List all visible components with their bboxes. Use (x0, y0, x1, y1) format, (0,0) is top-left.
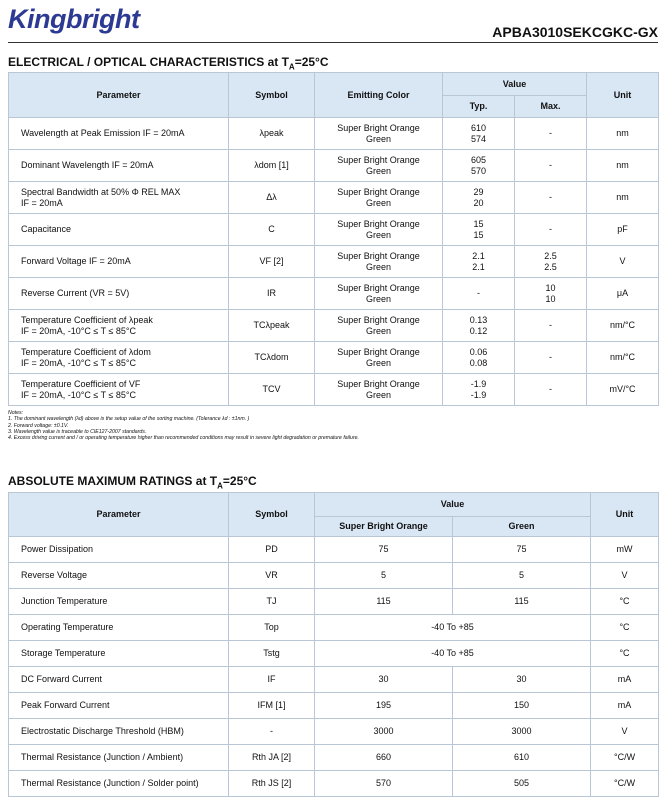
table-row (9, 563, 659, 589)
unit-cell: °C/W (591, 745, 659, 771)
color-orange: Super Bright Orange (337, 187, 420, 197)
value-merged-cell: -40 To +85 (315, 615, 591, 641)
symbol-cell: Tstg (229, 641, 315, 667)
unit-cell: °C (591, 615, 659, 641)
unit-cell: nm/°C (587, 342, 659, 374)
typ-green: 0.08 (469, 357, 488, 368)
typ-orange: - (477, 288, 480, 299)
unit-cell: °C (591, 589, 659, 615)
col-unit: Unit (591, 493, 659, 537)
parameter-cell: Operating Temperature (9, 615, 229, 641)
table-row (9, 182, 659, 214)
symbol-cell: Δλ (229, 182, 315, 214)
table-row (9, 342, 659, 374)
value-green-cell: 610 (453, 745, 591, 771)
typ-orange: 610 (470, 123, 487, 133)
col-emitting-color: Emitting Color (315, 73, 443, 118)
value-orange-cell: 115 (315, 589, 453, 615)
parameter-cell: Peak Forward Current (9, 693, 229, 719)
color-orange: Super Bright Orange (337, 219, 420, 229)
unit-cell: μA (587, 278, 659, 310)
max-cell (515, 278, 587, 310)
typ-orange: 15 (473, 219, 484, 229)
table-row (9, 214, 659, 246)
parameter-cell (9, 150, 229, 182)
typ-cell (443, 342, 515, 374)
parameter-line: Temperature Coefficient of λdom (21, 347, 151, 357)
unit-cell: nm (587, 182, 659, 214)
color-orange: Super Bright Orange (337, 347, 420, 357)
parameter-cell (9, 278, 229, 310)
symbol-cell: Rth JS [2] (229, 771, 315, 797)
note-1: 1. The dominant wavelength (λd) above is the setup value of the sorting machine. (Tolerance λd : ±1nm. ) (8, 416, 250, 423)
emitting-color-cell (315, 214, 443, 246)
col-max: Max. (515, 96, 587, 118)
typ-orange: 0.06 (469, 347, 488, 357)
emitting-color-cell (315, 182, 443, 214)
col-value: Value (443, 73, 587, 96)
value-green-cell: 3000 (453, 719, 591, 745)
max-green: 10 (545, 293, 556, 304)
typ-cell (443, 118, 515, 150)
color-green: Green (365, 293, 391, 304)
col-symbol: Symbol (229, 73, 315, 118)
emitting-color-cell (315, 374, 443, 406)
parameter-cell (9, 374, 229, 406)
symbol-cell: VF [2] (229, 246, 315, 278)
max-orange: - (549, 320, 552, 331)
unit-cell: V (587, 246, 659, 278)
table-row (9, 719, 659, 745)
value-merged-cell: -40 To +85 (315, 641, 591, 667)
color-orange: Super Bright Orange (337, 315, 420, 325)
value-green-cell: 150 (453, 693, 591, 719)
table-row (9, 537, 659, 563)
max-orange: - (549, 384, 552, 395)
typ-green: 15 (473, 229, 484, 240)
table-row (9, 641, 659, 667)
value-orange-cell: 3000 (315, 719, 453, 745)
emitting-color-cell (315, 310, 443, 342)
col-parameter: Parameter (9, 73, 229, 118)
table-row (9, 771, 659, 797)
max-orange: - (549, 128, 552, 139)
value-orange-cell: 75 (315, 537, 453, 563)
symbol-cell: IFM [1] (229, 693, 315, 719)
color-orange: Super Bright Orange (337, 155, 420, 165)
parameter-line: Capacitance (21, 224, 72, 235)
typ-orange: 29 (473, 187, 484, 197)
symbol-cell: Rth JA [2] (229, 745, 315, 771)
value-orange-cell: 195 (315, 693, 453, 719)
color-green: Green (365, 325, 391, 336)
symbol-cell: IR (229, 278, 315, 310)
typ-orange: 2.1 (472, 251, 485, 261)
table-row (9, 745, 659, 771)
parameter-line: Forward Voltage IF = 20mA (21, 256, 131, 267)
table-row (9, 374, 659, 406)
typ-green: 574 (470, 133, 487, 144)
max-orange: - (549, 352, 552, 363)
max-cell (515, 310, 587, 342)
typ-cell (443, 214, 515, 246)
brand-logo: Kingbright (8, 4, 140, 34)
symbol-cell: IF (229, 667, 315, 693)
symbol-cell: λdom [1] (229, 150, 315, 182)
notes-title: Notes: (8, 410, 23, 416)
color-green: Green (365, 133, 391, 144)
parameter-cell (9, 182, 229, 214)
col-unit: Unit (587, 73, 659, 118)
color-orange: Super Bright Orange (337, 123, 420, 133)
symbol-cell: λpeak (229, 118, 315, 150)
parameter-cell (9, 214, 229, 246)
unit-cell: mA (591, 667, 659, 693)
typ-green: 20 (473, 197, 484, 208)
value-orange-cell: 5 (315, 563, 453, 589)
typ-cell (443, 150, 515, 182)
col-symbol: Symbol (229, 493, 315, 537)
unit-cell: V (591, 719, 659, 745)
symbol-cell: TCλdom (229, 342, 315, 374)
color-orange: Super Bright Orange (337, 251, 420, 261)
color-green: Green (365, 165, 391, 176)
typ-green: 2.1 (472, 261, 485, 272)
max-cell (515, 118, 587, 150)
note-4: 4. Excess driving current and / or operating temperature higher than recommended conditions may result in severe light degradation or premature failure. (8, 435, 359, 442)
max-cell (515, 374, 587, 406)
typ-green: 0.12 (469, 325, 488, 336)
parameter-cell: Junction Temperature (9, 589, 229, 615)
parameter-line: Dominant Wavelength IF = 20mA (21, 160, 154, 171)
emitting-color-cell (315, 246, 443, 278)
color-orange: Super Bright Orange (337, 283, 420, 293)
parameter-condition: IF = 20mA (21, 197, 63, 208)
parameter-cell: Power Dissipation (9, 537, 229, 563)
parameter-cell: Reverse Voltage (9, 563, 229, 589)
table-row (9, 246, 659, 278)
symbol-cell: C (229, 214, 315, 246)
parameter-line: Spectral Bandwidth at 50% Φ REL MAX (21, 187, 181, 197)
value-orange-cell: 660 (315, 745, 453, 771)
emitting-color-cell (315, 150, 443, 182)
max-orange: - (549, 192, 552, 203)
typ-orange: 0.13 (469, 315, 488, 325)
emitting-color-cell (315, 342, 443, 374)
max-cell (515, 342, 587, 374)
symbol-cell: TJ (229, 589, 315, 615)
part-number: APBA3010SEKCGKC-GX (492, 24, 658, 40)
value-green-cell: 30 (453, 667, 591, 693)
parameter-cell (9, 310, 229, 342)
symbol-cell: Top (229, 615, 315, 641)
col-typ: Typ. (443, 96, 515, 118)
parameter-cell: Thermal Resistance (Junction / Ambient) (9, 745, 229, 771)
value-orange-cell: 30 (315, 667, 453, 693)
parameter-cell: DC Forward Current (9, 667, 229, 693)
unit-cell: °C/W (591, 771, 659, 797)
typ-cell (443, 310, 515, 342)
unit-cell: mA (591, 693, 659, 719)
unit-cell: V (591, 563, 659, 589)
parameter-line: Temperature Coefficient of VF (21, 379, 141, 389)
max-cell (515, 246, 587, 278)
unit-cell: pF (587, 214, 659, 246)
table-row (9, 310, 659, 342)
typ-cell (443, 182, 515, 214)
table-row (9, 693, 659, 719)
unit-cell: nm (587, 150, 659, 182)
parameter-line: Wavelength at Peak Emission IF = 20mA (21, 128, 185, 139)
unit-cell: mW (591, 537, 659, 563)
typ-cell (443, 374, 515, 406)
typ-green: 570 (470, 165, 487, 176)
typ-orange: 605 (470, 155, 487, 165)
electrical-optical-title: ELECTRICAL / OPTICAL CHARACTERISTICS at $T_A=25^\circ C$ (8, 55, 329, 72)
parameter-line: Temperature Coefficient of λpeak (21, 315, 153, 325)
parameter-condition: IF = 20mA, -10°C ≤ T ≤ 85°C (21, 325, 137, 336)
unit-cell: °C (591, 641, 659, 667)
max-cell (515, 182, 587, 214)
electrical-optical-table (8, 72, 659, 406)
header-divider (8, 42, 658, 43)
parameter-cell (9, 246, 229, 278)
col-value: Value (315, 493, 591, 517)
table-row (9, 150, 659, 182)
color-green: Green (365, 261, 391, 272)
notes-block (8, 410, 359, 441)
emitting-color-cell (315, 118, 443, 150)
max-orange: 2.5 (544, 251, 557, 261)
parameter-cell: Thermal Resistance (Junction / Solder point) (9, 771, 229, 797)
parameter-condition: IF = 20mA, -10°C ≤ T ≤ 85°C (21, 389, 137, 400)
symbol-cell: TCV (229, 374, 315, 406)
parameter-cell (9, 118, 229, 150)
color-green: Green (365, 229, 391, 240)
unit-cell: mV/°C (587, 374, 659, 406)
unit-cell: nm (587, 118, 659, 150)
max-orange: - (549, 224, 552, 235)
typ-green: -1.9 (470, 389, 487, 400)
parameter-cell: Electrostatic Discharge Threshold (HBM) (9, 719, 229, 745)
table-row (9, 278, 659, 310)
parameter-cell: Storage Temperature (9, 641, 229, 667)
max-cell (515, 214, 587, 246)
color-green: Green (365, 197, 391, 208)
table-row (9, 667, 659, 693)
symbol-cell: PD (229, 537, 315, 563)
max-cell (515, 150, 587, 182)
color-orange: Super Bright Orange (337, 379, 420, 389)
symbol-cell: TCλpeak (229, 310, 315, 342)
value-green-cell: 5 (453, 563, 591, 589)
value-green-cell: 75 (453, 537, 591, 563)
table-row (9, 615, 659, 641)
parameter-line: Reverse Current (VR = 5V) (21, 288, 130, 299)
symbol-cell: VR (229, 563, 315, 589)
symbol-cell: - (229, 719, 315, 745)
max-orange: - (549, 160, 552, 171)
typ-cell (443, 246, 515, 278)
table-row (9, 118, 659, 150)
col-green: Green (453, 517, 591, 537)
absolute-ratings-table (8, 492, 659, 797)
color-green: Green (365, 389, 391, 400)
value-green-cell: 115 (453, 589, 591, 615)
typ-orange: -1.9 (470, 379, 487, 389)
note-3: 3. Wavelength value is traceable to CIE127-2007 standards. (8, 428, 147, 435)
value-green-cell: 505 (453, 771, 591, 797)
value-orange-cell: 570 (315, 771, 453, 797)
emitting-color-cell (315, 278, 443, 310)
absolute-ratings-title: ABSOLUTE MAXIMUM RATINGS at $T_A=25^\circ C$ (8, 474, 257, 491)
color-green: Green (365, 357, 391, 368)
parameter-condition: IF = 20mA, -10°C ≤ T ≤ 85°C (21, 357, 137, 368)
table-row (9, 589, 659, 615)
col-orange: Super Bright Orange (315, 517, 453, 537)
max-green: 2.5 (544, 261, 557, 272)
note-2: 2. Forward voltage: ±0.1V. (8, 422, 69, 429)
unit-cell: nm/°C (587, 310, 659, 342)
col-parameter: Parameter (9, 493, 229, 537)
parameter-cell (9, 342, 229, 374)
typ-cell (443, 278, 515, 310)
max-orange: 10 (545, 283, 556, 293)
